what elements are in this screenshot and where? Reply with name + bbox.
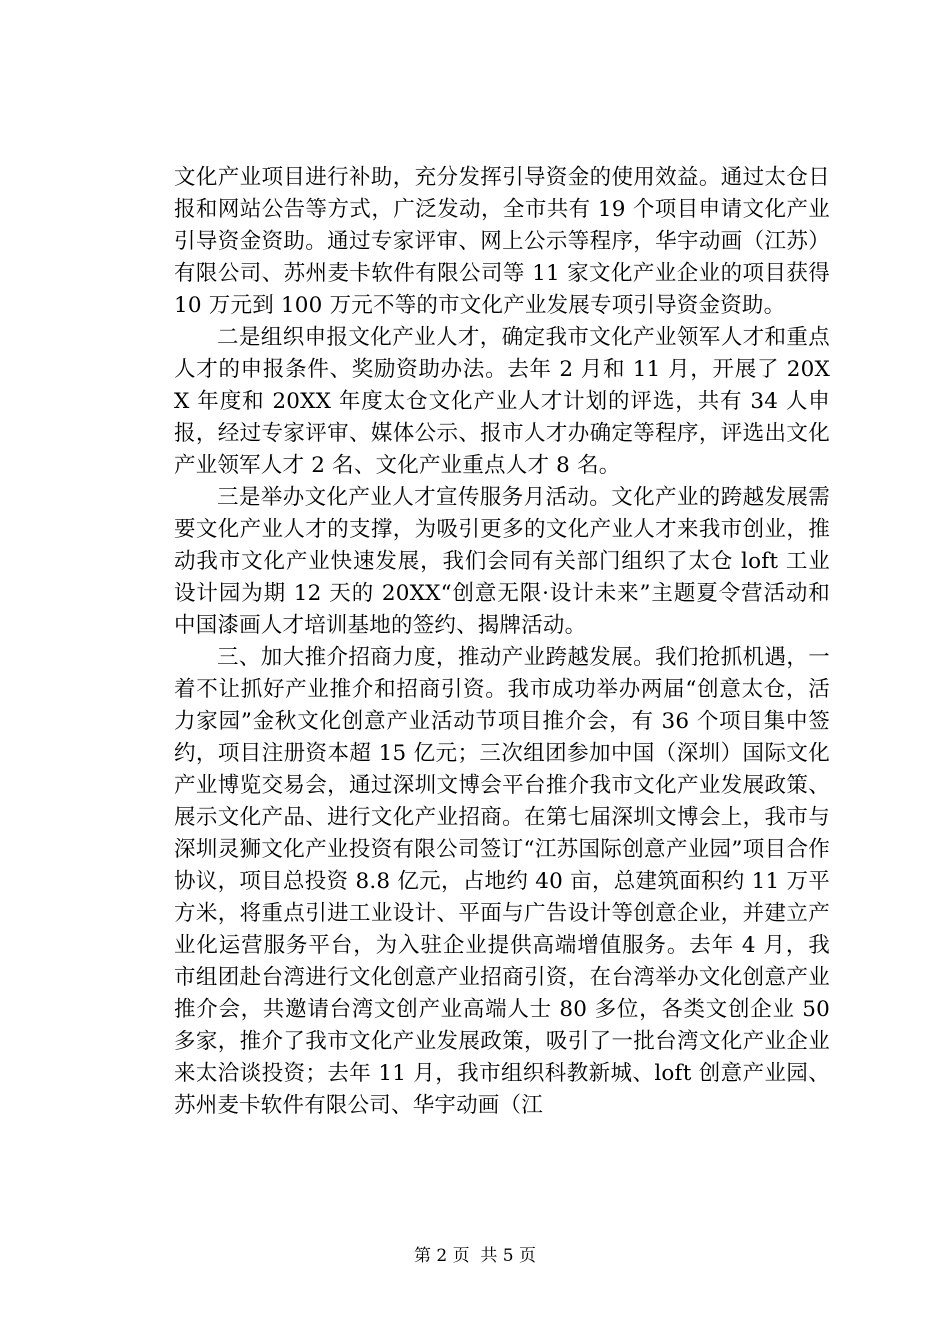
page-number-footer: 第 2 页 共 5 页 (413, 1246, 537, 1266)
paragraph-1: 文化产业项目进行补助，充分发挥引导资金的使用效益。通过太仓日报和网站公告等方式，广泛发动，全市共有 19 个项目申请文化产业引导资金资助。通过专家评审、网上公示等程序，华宇动画（江苏）有限公司、苏州麦卡软件有限公司等 11 家文化产业企业的项目获得 10 万元到 100 万元不等的市文化产业发展专项引导资金资助。 (174, 165, 830, 318)
document-body (174, 162, 830, 1122)
paragraph-3: 三是举办文化产业人才宣传服务月活动。文化产业的跨越发展需要文化产业人才的支撑，为吸引更多的文化产业人才来我市创业，推动我市文化产业快速发展，我们会同有关部门组织了太仓 loft 工业设计园为期 12 天的 20XX“创意无限·设计未来”主题夏令营活动和中国漆画人才培训基地的签约、揭牌活动。 (174, 485, 830, 638)
paragraph-2: 二是组织申报文化产业人才，确定我市文化产业领军人才和重点人才的申报条件、奖励资助办法。去年 2 月和 11 月，开展了 20XX 年度和 20XX 年度太仓文化产业人才计划的评选，共有 34 人申报，经过专家评审、媒体公示、报市人才办确定等程序，评选出文化产业领军人才 2 名、文化产业重点人才 8 名。 (174, 325, 830, 478)
paragraph-4: 三、加大推介招商力度，推动产业跨越发展。我们抢抓机遇，一着不让抓好产业推介和招商引资。我市成功举办两届“创意太仓，活力家园”金秋文化创意产业活动节项目推介会，有 36 个项目集中签约，项目注册资本超 15 亿元；三次组团参加中国（深圳）国际文化产业博览交易会，通过深圳文博会平台推介我市文化产业发展政策、展示文化产品、进行文化产业招商。在第七届深圳文博会上，我市与深圳灵狮文化产业投资有限公司签订“江苏国际创意产业园”项目合作协议，项目总投资 8.8 亿元，占地约 40 亩，总建筑面积约 11 万平方米，将重点引进工业设计、平面与广告设计等创意企业，并建立产业化运营服务平台，为入驻企业提供高端增值服务。去年 4 月，我市组团赴台湾进行文化创意产业招商引资，在台湾举办文化创意产业推介会，共邀请台湾文创产业高端人士 80 多位，各类文创企业 50 多家，推介了我市文化产业发展政策，吸引了一批台湾文化产业企业来太洽谈投资；去年 11 月，我市组织科教新城、loft 创意产业园、苏州麦卡软件有限公司、华宇动画（江 (174, 645, 830, 1118)
